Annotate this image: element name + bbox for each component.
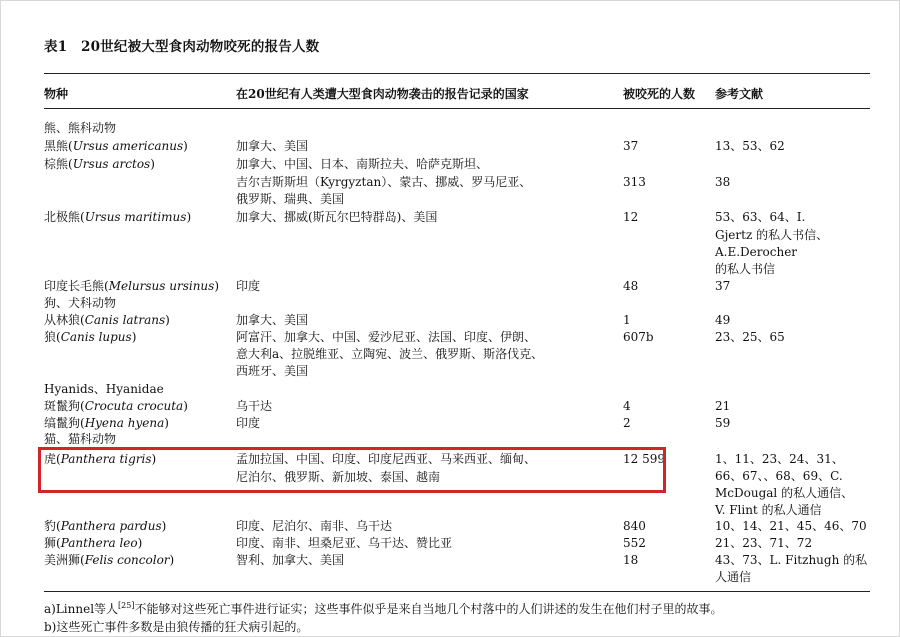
species-name: 北极熊(Ursus maritimus) xyxy=(44,210,192,224)
top-rule xyxy=(44,73,870,74)
deaths-cell: 37 xyxy=(623,139,639,153)
deaths-cell: 607b xyxy=(623,330,654,344)
countries-cell: 加拿大、美国 xyxy=(236,139,309,153)
species-name: 黑熊(Ursus americanus) xyxy=(44,139,188,153)
species-name: 美洲狮(Felis concolor) xyxy=(44,553,175,567)
species-name: 从林狼(Canis latrans) xyxy=(44,313,170,327)
deaths-cell: 12 xyxy=(623,210,639,224)
header-rule xyxy=(44,108,870,109)
refs-cell: McDougal 的私人通信、 xyxy=(715,486,854,500)
species-name: 狼(Canis lupus) xyxy=(44,330,137,344)
countries-cell: 吉尔吉斯斯坦（Kyrgyztan）、蒙古、挪威、罗马尼亚、 xyxy=(236,175,532,189)
countries-cell: 印度 xyxy=(236,279,261,293)
group-label: 猫、猫科动物 xyxy=(44,432,117,446)
deaths-cell: 2 xyxy=(623,416,631,430)
header-refs: 参考文献 xyxy=(715,87,764,101)
refs-cell: 13、53、62 xyxy=(715,139,785,153)
refs-cell: 43、73、L. Fitzhugh 的私 xyxy=(715,553,868,567)
species-name: 缟鬣狗(Hyena hyena) xyxy=(44,416,169,430)
countries-cell: 俄罗斯、瑞典、美国 xyxy=(236,192,345,206)
refs-cell: 23、25、65 xyxy=(715,330,785,344)
deaths-cell: 12 599 xyxy=(623,452,665,466)
species-name: 狮(Panthera leo) xyxy=(44,536,143,550)
refs-cell: 37 xyxy=(715,279,731,293)
countries-cell: 孟加拉国、中国、印度、印度尼西亚、马来西亚、缅甸、 xyxy=(236,452,537,466)
deaths-cell: 840 xyxy=(623,519,646,533)
header-species: 物种 xyxy=(44,87,69,101)
refs-cell: 1、11、23、24、31、 xyxy=(715,452,844,466)
footnote-a: a)Linnel等人[25]不能够对这些死亡事件进行证实；这些事件似乎是来自当地几个村落中的人们讲述的发生在他们村子里的故事。 xyxy=(44,601,723,616)
refs-cell: 21 xyxy=(715,399,731,413)
group-label: Hyanids、Hyanidae xyxy=(44,382,164,396)
bottom-rule xyxy=(44,591,870,592)
deaths-cell: 313 xyxy=(623,175,646,189)
species-name: 印度长毛熊(Melursus ursinus) xyxy=(44,279,220,293)
refs-cell: Gjertz 的私人书信、 xyxy=(715,228,829,242)
refs-cell: 59 xyxy=(715,416,731,430)
countries-cell: 印度、南非、坦桑尼亚、乌干达、赞比亚 xyxy=(236,536,453,550)
table-title: 表1 20世纪被大型食肉动物咬死的报告人数 xyxy=(44,39,320,55)
countries-cell: 加拿大、中国、日本、南斯拉夫、哈萨克斯坦、 xyxy=(236,157,489,171)
group-label: 狗、犬科动物 xyxy=(44,296,117,310)
deaths-cell: 552 xyxy=(623,536,646,550)
species-name: 豹(Panthera pardus) xyxy=(44,519,167,533)
header-deaths: 被咬死的人数 xyxy=(623,87,696,101)
deaths-cell: 4 xyxy=(623,399,631,413)
refs-cell: V. Flint 的私人通信 xyxy=(715,503,822,517)
refs-cell: 的私人书信 xyxy=(715,262,776,276)
refs-cell: A.E.Derocher xyxy=(715,245,798,259)
group-label: 熊、熊科动物 xyxy=(44,121,117,135)
countries-cell: 阿富汗、加拿大、中国、爱沙尼亚、法国、印度、伊朗、 xyxy=(236,330,537,344)
refs-cell: 10、14、21、45、46、70 xyxy=(715,519,867,533)
countries-cell: 加拿大、美国 xyxy=(236,313,309,327)
refs-cell: 38 xyxy=(715,175,731,189)
countries-cell: 意大利a、拉脱维亚、立陶宛、波兰、俄罗斯、斯洛伐克、 xyxy=(236,347,544,361)
countries-cell: 尼泊尔、俄罗斯、新加坡、泰国、越南 xyxy=(236,470,441,484)
header-countries: 在20世纪有人类遭大型食肉动物袭击的报告记录的国家 xyxy=(236,87,529,101)
countries-cell: 加拿大、挪威(斯瓦尔巴特群岛)、美国 xyxy=(236,210,438,224)
deaths-cell: 18 xyxy=(623,553,639,567)
refs-cell: 53、63、64、I. xyxy=(715,210,806,224)
countries-cell: 印度、尼泊尔、南非、乌干达 xyxy=(236,519,393,533)
refs-cell: 人通信 xyxy=(715,570,752,584)
species-name: 虎(Panthera tigris) xyxy=(44,452,157,466)
deaths-cell: 48 xyxy=(623,279,639,293)
refs-cell: 49 xyxy=(715,313,731,327)
highlight-box xyxy=(38,447,666,493)
species-name: 斑鬣狗(Crocuta crocuta) xyxy=(44,399,188,413)
refs-cell: 66、67、、68、69、C. xyxy=(715,469,843,483)
countries-cell: 西班牙、美国 xyxy=(236,364,309,378)
deaths-cell: 1 xyxy=(623,313,631,327)
refs-cell: 21、23、71、72 xyxy=(715,536,813,550)
footnote-b: b)这些死亡事件多数是由狼传播的狂犬病引起的。 xyxy=(44,620,309,634)
species-name: 棕熊(Ursus arctos) xyxy=(44,157,155,171)
countries-cell: 印度 xyxy=(236,416,261,430)
countries-cell: 智利、加拿大、美国 xyxy=(236,553,345,567)
countries-cell: 乌干达 xyxy=(236,399,273,413)
